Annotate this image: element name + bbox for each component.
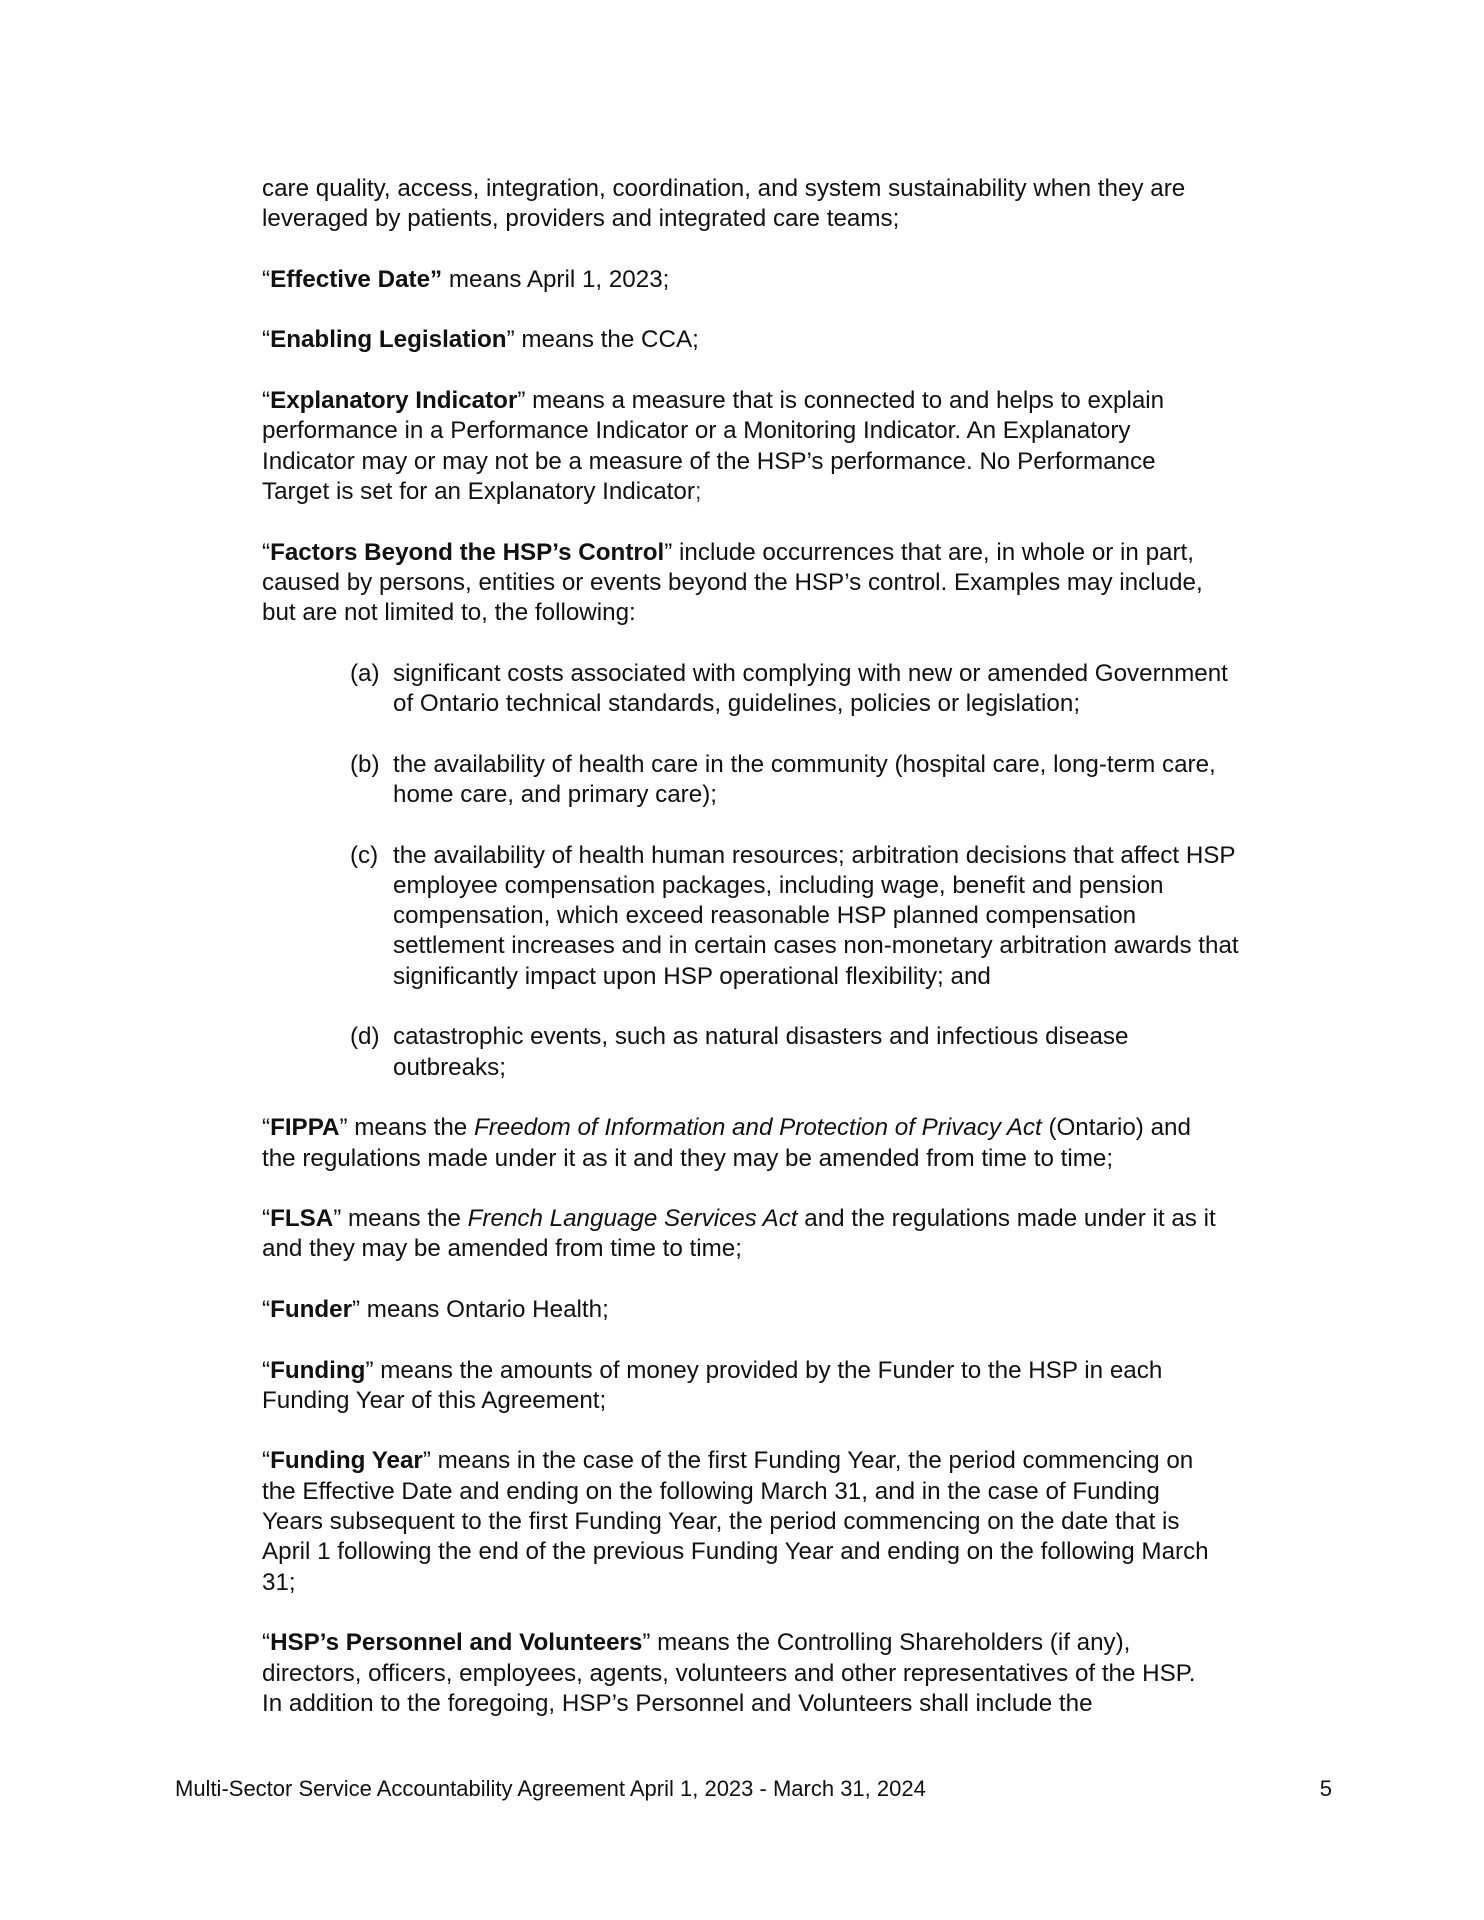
text-line xyxy=(262,568,1342,598)
text-line xyxy=(262,598,1342,628)
text-line xyxy=(262,477,1342,507)
text-run: care quality, access, integration, coordination, and system sustainability when they are xyxy=(262,175,1186,202)
text-run: Funding Year of this Agreement; xyxy=(262,1386,607,1414)
text-line xyxy=(393,901,1342,931)
text-run: the availability of health care in the community (hospital care, long-term care, xyxy=(393,750,1216,778)
text-run: the availability of health human resources; arbitration decisions that affect HSP xyxy=(393,841,1236,869)
list-item xyxy=(262,750,1342,811)
text-run: ” means in the case of the first Funding Year, the period commencing on xyxy=(422,1447,1194,1475)
paragraph xyxy=(262,174,1342,235)
text-line xyxy=(262,386,1342,416)
text-line xyxy=(262,1204,1342,1234)
text-line xyxy=(393,1053,1342,1083)
text-run: leveraged by patients, providers and integrated care teams; xyxy=(262,205,900,233)
defined-term: Explanatory Indicator xyxy=(270,387,518,415)
text-run: directors, officers, employees, agents, volunteers and other representatives of the HSP. xyxy=(262,1659,1196,1687)
text-run: home care, and primary care); xyxy=(393,780,717,808)
text-run: the Effective Date and ending on the following March 31, and in the case of Funding xyxy=(262,1477,1160,1505)
text-run: means April 1, 2023; xyxy=(442,265,670,293)
text-run: caused by persons, entities or events beyond the HSP’s control. Examples may include, xyxy=(262,568,1203,596)
defined-term: Funding Year xyxy=(270,1447,423,1475)
text-line xyxy=(262,1659,1342,1689)
text-run: but are not limited to, the following: xyxy=(262,599,636,627)
text-run: outbreaks; xyxy=(393,1053,506,1081)
text-run: “ xyxy=(262,1356,271,1384)
text-line xyxy=(393,689,1342,719)
text-line xyxy=(393,871,1342,901)
statute-title: Freedom of Information and Protection of Privacy Act xyxy=(473,1114,1042,1142)
list-item xyxy=(262,841,1342,992)
text-run: ” include occurrences that are, in whole or in part, xyxy=(664,538,1194,566)
text-run: catastrophic events, such as natural disasters and infectious disease xyxy=(393,1023,1129,1051)
defined-term: FLSA xyxy=(270,1205,334,1233)
text-line xyxy=(393,750,1342,780)
text-line xyxy=(262,325,1342,355)
list-marker: (a) xyxy=(350,659,380,687)
text-line xyxy=(393,962,1342,992)
text-run: (Ontario) and xyxy=(1041,1114,1191,1142)
text-run: compensation, which exceed reasonable HSP planned compensation xyxy=(393,902,1137,930)
definition-paragraph xyxy=(262,386,1342,507)
definition-paragraph xyxy=(262,1446,1342,1597)
text-run: significantly impact upon HSP operational flexibility; and xyxy=(393,962,991,990)
text-line xyxy=(262,1144,1342,1174)
list-item xyxy=(262,1022,1342,1083)
text-line xyxy=(262,1446,1342,1476)
text-line xyxy=(262,538,1342,568)
text-run: settlement increases and in certain cases non-monetary arbitration awards that xyxy=(393,932,1239,960)
text-line xyxy=(393,659,1342,689)
text-run: 31; xyxy=(262,1568,296,1596)
list-marker: (c) xyxy=(350,841,379,869)
defined-term: FIPPA xyxy=(270,1114,340,1142)
text-line xyxy=(262,416,1342,446)
text-run: “ xyxy=(262,387,271,415)
definition-paragraph xyxy=(262,1204,1342,1265)
text-line xyxy=(262,1537,1342,1567)
punctuation: ; xyxy=(694,477,702,505)
text-run: employee compensation packages, including wage, benefit and pension xyxy=(393,871,1164,899)
text-run: In addition to the foregoing, HSP’s Personnel and Volunteers shall include the xyxy=(262,1689,1093,1717)
text-line xyxy=(262,265,1342,295)
text-line xyxy=(262,1477,1342,1507)
text-line xyxy=(262,1356,1342,1386)
text-run: “ xyxy=(262,265,271,293)
text-line xyxy=(262,1386,1342,1416)
text-line xyxy=(262,1234,1342,1264)
definition-paragraph xyxy=(262,1295,1342,1325)
text-run: and they may be amended from time to time; xyxy=(262,1235,742,1263)
text-line xyxy=(262,447,1342,477)
defined-term: Enabling Legislation xyxy=(270,326,507,354)
definition-paragraph xyxy=(262,538,1342,629)
text-run: significant costs associated with complying with new or amended Government xyxy=(393,659,1228,687)
text-line xyxy=(393,1022,1342,1052)
text-run: “ xyxy=(262,538,271,566)
list-item xyxy=(262,659,1342,720)
text-line xyxy=(262,1507,1342,1537)
text-run: of Ontario technical standards, guidelines, policies or legislation; xyxy=(393,690,1081,718)
text-run: “ xyxy=(262,1205,271,1233)
definition-paragraph xyxy=(262,1113,1342,1174)
text-line xyxy=(393,780,1342,810)
definition-paragraph xyxy=(262,1356,1342,1417)
text-run: “ xyxy=(262,1114,271,1142)
text-run: April 1 following the end of the previous Funding Year and ending on the following March xyxy=(262,1538,1209,1566)
text-line xyxy=(262,1113,1342,1143)
defined-term: HSP’s Personnel and Volunteers xyxy=(270,1629,643,1657)
text-run: ” means the Controlling Shareholders (if any), xyxy=(642,1629,1131,1657)
list-marker: (b) xyxy=(350,750,380,778)
defined-term: Effective Date” xyxy=(270,265,443,293)
statute-title: French Language Services Act xyxy=(467,1205,798,1233)
text-line xyxy=(262,174,1342,204)
text-line xyxy=(262,204,1342,234)
text-line xyxy=(393,841,1342,871)
text-run: Years subsequent to the first Funding Year, the period commencing on the date that is xyxy=(262,1508,1180,1536)
text-run: Indicator may or may not be a measure of the HSP’s performance. No Performance xyxy=(262,447,1156,475)
definition-paragraph xyxy=(262,1628,1342,1719)
text-run: the regulations made under it as it and they may be amended from time to time; xyxy=(262,1144,1114,1172)
defined-term: Factors Beyond the HSP’s Control xyxy=(270,538,665,566)
text-line xyxy=(262,1689,1342,1719)
text-run: Target is set for an Explanatory Indicator xyxy=(262,477,695,505)
text-run: “ xyxy=(262,326,271,354)
text-run: ” means Ontario Health; xyxy=(352,1295,609,1323)
footer-title: Multi-Sector Service Accountability Agreement April 1, 2023 - March 31, 2024 xyxy=(175,1776,926,1801)
text-run: ” means the xyxy=(333,1205,468,1233)
definition-paragraph xyxy=(262,265,1342,295)
page-number: 5 xyxy=(1319,1776,1332,1801)
text-line xyxy=(262,1628,1342,1658)
definition-paragraph xyxy=(262,325,1342,355)
list-marker: (d) xyxy=(350,1023,380,1051)
text-line xyxy=(393,931,1342,961)
text-run: ” means the xyxy=(339,1114,474,1142)
defined-term: Funder xyxy=(270,1295,353,1323)
text-run: “ xyxy=(262,1447,271,1475)
text-run: “ xyxy=(262,1629,271,1657)
document-body xyxy=(262,174,1342,1749)
text-run: ” means the amounts of money provided by the Funder to the HSP in each xyxy=(365,1356,1163,1384)
defined-term: Funding xyxy=(270,1356,366,1384)
text-run: performance in a Performance Indicator or a Monitoring Indicator. An Explanatory xyxy=(262,417,1131,445)
text-run: “ xyxy=(262,1295,271,1323)
text-line xyxy=(262,1568,1342,1598)
text-line xyxy=(262,1295,1342,1325)
text-run: and the regulations made under it as it xyxy=(797,1205,1216,1233)
text-run: ” means a measure that is connected to and helps to explain xyxy=(517,387,1165,415)
text-run: ” means the CCA; xyxy=(506,326,699,354)
